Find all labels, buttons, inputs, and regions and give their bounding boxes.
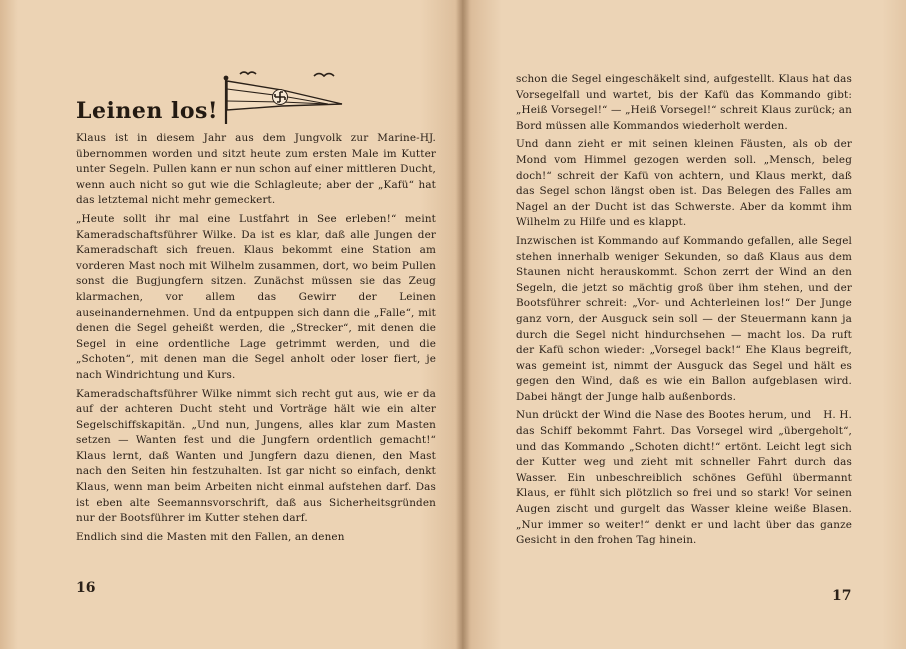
author-signature: H. H. — [823, 409, 852, 422]
paragraph: „Heute sollt ihr mal eine Lustfahrt in See erleben!“ meint Kameradschaftsführer Wilke. Da ist es klar, daß alle Jungen der Kameradschaft sich freuen. Klaus bekommt eine Station am vorderen Mast noch mit Wilhelm zusammen, dort, wo beim Pullen sonst die Bugjungfern sitzen. Zunächst müssen sie das Zeug klarmachen, vor allem das Gewirr der Leinen auseinandernehmen. Und da entpuppen sich dann die „Falle“, mit denen die Segel geheißt werden, die „Strecker“, mit denen die Segel in eine ordentliche Lage getrimmt werden, und die „Schoten“, mit denen man die Segel anholt oder loser fiert, je nach Windrichtung und Kurs. — [76, 212, 436, 381]
paragraph: Inzwischen ist Kommando auf Kommando gefallen, alle Segel stehen innerhalb weniger Sekunden, so daß Klaus aus dem Staunen nicht herauskommt. Schon zerrt der Wind an den Segeln, die jetzt so mächtig groß über ihm stehen, und der Bootsführer schreit: „Vor- und Achterleinen los!“ Der Junge ganz vorn, der Ausguck sein soll — der Steuermann kann ja durch die Segel nicht hindurchsehen — macht los. Da ruft der Kafü schon wieder: „Vorsegel back!“ Ehe Klaus begreift, was gemeint ist, nimmt der Ausguck das Segel und hält es gegen den Wind, daß es wie ein Ballon aufgeblasen wird. Dabei hängt der Junge halb außenbords. — [516, 234, 852, 403]
page-number-left: 16 — [76, 580, 96, 596]
pennant-with-swastika-and-seagulls-icon — [218, 66, 350, 126]
right-page-text — [516, 72, 852, 549]
book-gutter — [456, 0, 470, 649]
paragraph: Endlich sind die Masten mit den Fallen, an denen — [76, 530, 345, 543]
left-page-text — [76, 131, 436, 545]
paragraph: schon die Segel eingeschäkelt sind, aufgestellt. Klaus hat das Vorsegelfall und wartet, bis der Kafü das Kommando gibt: „Heiß Vorsegel!“ — „Heiß Vorsegel!“ schreit Klaus zurück; an Bord müssen alle Kommandos wiederholt werden. — [516, 73, 852, 132]
paragraph-text: Nun drückt der Wind die Nase des Bootes herum, und das Schiff bekommt Fahrt. Das Vorsegel wird „übergeholt“, und das Kommando „Schoten dicht!“ ertönt. Leicht legt sich der Kutter weg und zieht mit schneller Fahrt durch das Wasser. Ein unbeschreiblich schönes Gefühl übermannt Klaus, er fühlt sich plötzlich so frei und so stark! Vor seinen Augen zischt und gurgelt das Wasser kleine weiße Blasen. „Nur immer so weiter!“ denkt er und lacht über das ganze Gesicht in den frohen Tag hinein. — [516, 409, 852, 547]
chapter-heading: Leinen los! — [76, 98, 219, 124]
paragraph — [516, 408, 852, 548]
paragraph: Klaus ist in diesem Jahr aus dem Jungvolk zur Marine-HJ. übernommen worden und sitzt heute zum ersten Male im Kutter unter Segeln. Pullen kann er nun schon auf einer mittleren Ducht, wenn auch nicht so gut wie die Schlagleute; aber der „Kafü“ hat das letztemal nicht mehr gemeckert. — [76, 132, 436, 207]
page-number-right: 17 — [832, 588, 852, 604]
paragraph: Kameradschaftsführer Wilke nimmt sich recht gut aus, wie er da auf der achteren Ducht steht und Vorträge hält wie ein alter Segelschiffskapitän. „Und nun, Jungens, alles klar zum Masten setzen — Wanten fest und die Jungfern ordentlich gemacht!“ Klaus lernt, daß Wanten und Jungfern dazu dienen, den Mast nach den Seiten hin festzuhalten. Ist gar nicht so einfach, denkt Klaus, wenn man beim Arbeiten nicht einmal aufstehen darf. Das ist eben alte Seemannsvorschrift, daß aus Sicherheitsgründen nur der Bootsführer im Kutter stehen darf. — [76, 387, 436, 525]
paragraph: Und dann zieht er mit seinen kleinen Fäusten, als ob der Mond vom Himmel gezogen werden soll. „Mensch, beleg doch!“ schreit der Kafü von achtern, und Klaus merkt, daß das Segel schon längst oben ist. Das Belegen des Falles am Nagel an der Ducht ist das Schwerste. Aber da kommt ihm Wilhelm zu Hilfe und es klappt. — [516, 138, 852, 229]
